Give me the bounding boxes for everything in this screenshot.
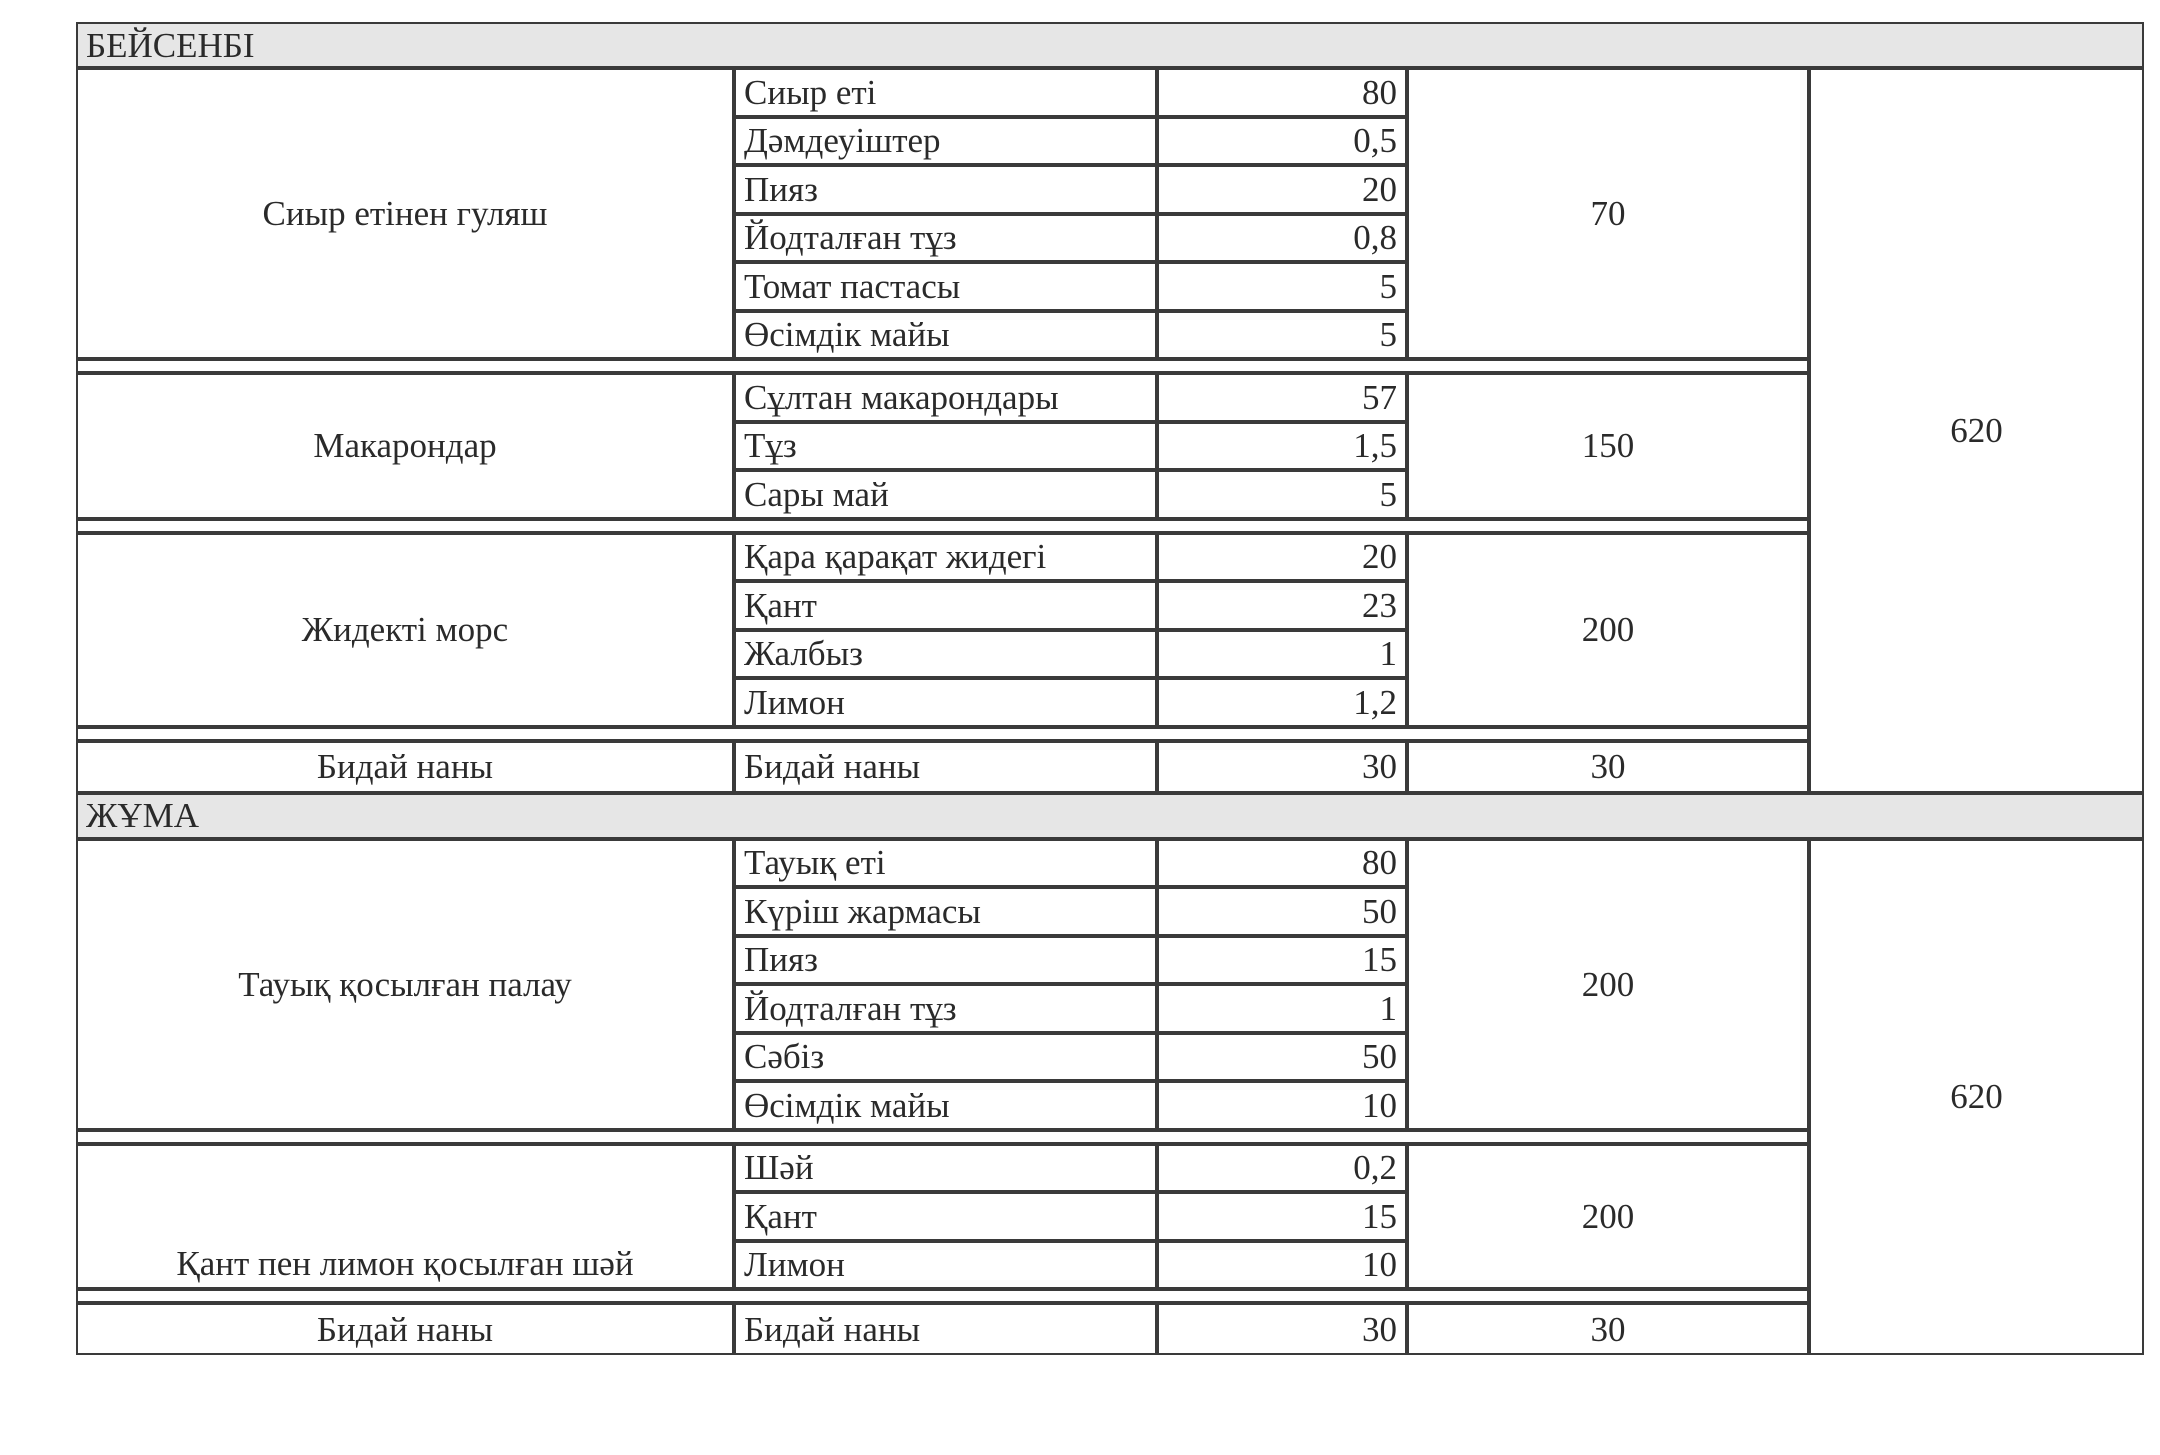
menu-sheet [76, 22, 2144, 1355]
ingredient-name: Томат пастасы [734, 262, 1157, 311]
dish-name: Тауық қосылған палау [76, 839, 734, 1130]
day-header-row [76, 22, 2144, 68]
ingredient-amount: 15 [1157, 936, 1407, 985]
ingredient-name: Сиыр еті [734, 68, 1157, 117]
menu-table [76, 22, 2144, 1355]
ingredient-amount: 20 [1157, 533, 1407, 582]
day-heading: БЕЙСЕНБІ [76, 22, 2144, 68]
day-total: 620 [1809, 68, 2144, 793]
ingredient-name: Қант [734, 1192, 1157, 1241]
ingredient-name: Пияз [734, 165, 1157, 214]
ingredient-name: Сәбіз [734, 1033, 1157, 1082]
ingredient-amount: 10 [1157, 1081, 1407, 1130]
ingredient-amount: 1,2 [1157, 678, 1407, 727]
separator-cell [76, 1130, 1809, 1144]
ingredient-amount: 50 [1157, 887, 1407, 936]
dish-portion: 200 [1407, 1144, 1809, 1290]
ingredient-amount: 0,8 [1157, 214, 1407, 263]
ingredient-name: Өсімдік майы [734, 311, 1157, 360]
ingredient-name: Өсімдік майы [734, 1081, 1157, 1130]
dish-portion: 70 [1407, 68, 1809, 359]
ingredient-name: Дәмдеуіштер [734, 117, 1157, 166]
ingredient-row [76, 68, 2144, 117]
ingredient-name: Жалбыз [734, 630, 1157, 679]
ingredient-name: Қара қарақат жидегі [734, 533, 1157, 582]
ingredient-amount: 80 [1157, 839, 1407, 888]
ingredient-name: Лимон [734, 1241, 1157, 1290]
ingredient-name: Йодталған тұз [734, 214, 1157, 263]
ingredient-name: Пияз [734, 936, 1157, 985]
ingredient-amount: 80 [1157, 68, 1407, 117]
ingredient-amount: 57 [1157, 373, 1407, 422]
separator-cell [76, 727, 1809, 741]
separator-cell [76, 1289, 1809, 1303]
ingredient-amount: 5 [1157, 470, 1407, 519]
ingredient-name: Сары май [734, 470, 1157, 519]
ingredient-name: Бидай наны [734, 1303, 1157, 1355]
dish-name: Бидай наны [76, 741, 734, 793]
ingredient-name: Қант [734, 581, 1157, 630]
day-heading: ЖҰМА [76, 793, 2144, 839]
dish-name: Сиыр етінен гуляш [76, 68, 734, 359]
ingredient-amount: 20 [1157, 165, 1407, 214]
ingredient-amount: 15 [1157, 1192, 1407, 1241]
dish-portion: 30 [1407, 741, 1809, 793]
ingredient-name: Йодталған тұз [734, 984, 1157, 1033]
day-total: 620 [1809, 839, 2144, 1356]
ingredient-amount: 50 [1157, 1033, 1407, 1082]
ingredient-name: Сұлтан макарондары [734, 373, 1157, 422]
menu-table-body [76, 22, 2144, 1355]
dish-name: Жидекті морс [76, 533, 734, 727]
ingredient-name: Күріш жармасы [734, 887, 1157, 936]
ingredient-name: Тұз [734, 422, 1157, 471]
dish-name: Қант пен лимон қосылған шәй [76, 1144, 734, 1290]
ingredient-name: Лимон [734, 678, 1157, 727]
ingredient-amount: 1 [1157, 984, 1407, 1033]
separator-cell [76, 519, 1809, 533]
ingredient-name: Тауық еті [734, 839, 1157, 888]
ingredient-amount: 0,5 [1157, 117, 1407, 166]
ingredient-amount: 0,2 [1157, 1144, 1407, 1193]
dish-portion: 200 [1407, 533, 1809, 727]
ingredient-name: Бидай наны [734, 741, 1157, 793]
dish-portion: 150 [1407, 373, 1809, 519]
ingredient-amount: 5 [1157, 262, 1407, 311]
ingredient-amount: 23 [1157, 581, 1407, 630]
separator-cell [76, 359, 1809, 373]
dish-name: Макарондар [76, 373, 734, 519]
dish-name: Бидай наны [76, 1303, 734, 1355]
ingredient-amount: 10 [1157, 1241, 1407, 1290]
ingredient-amount: 1,5 [1157, 422, 1407, 471]
ingredient-amount: 30 [1157, 1303, 1407, 1355]
ingredient-name: Шәй [734, 1144, 1157, 1193]
dish-portion: 200 [1407, 839, 1809, 1130]
ingredient-amount: 30 [1157, 741, 1407, 793]
day-header-row [76, 793, 2144, 839]
ingredient-row [76, 839, 2144, 888]
ingredient-amount: 1 [1157, 630, 1407, 679]
dish-portion: 30 [1407, 1303, 1809, 1355]
ingredient-amount: 5 [1157, 311, 1407, 360]
